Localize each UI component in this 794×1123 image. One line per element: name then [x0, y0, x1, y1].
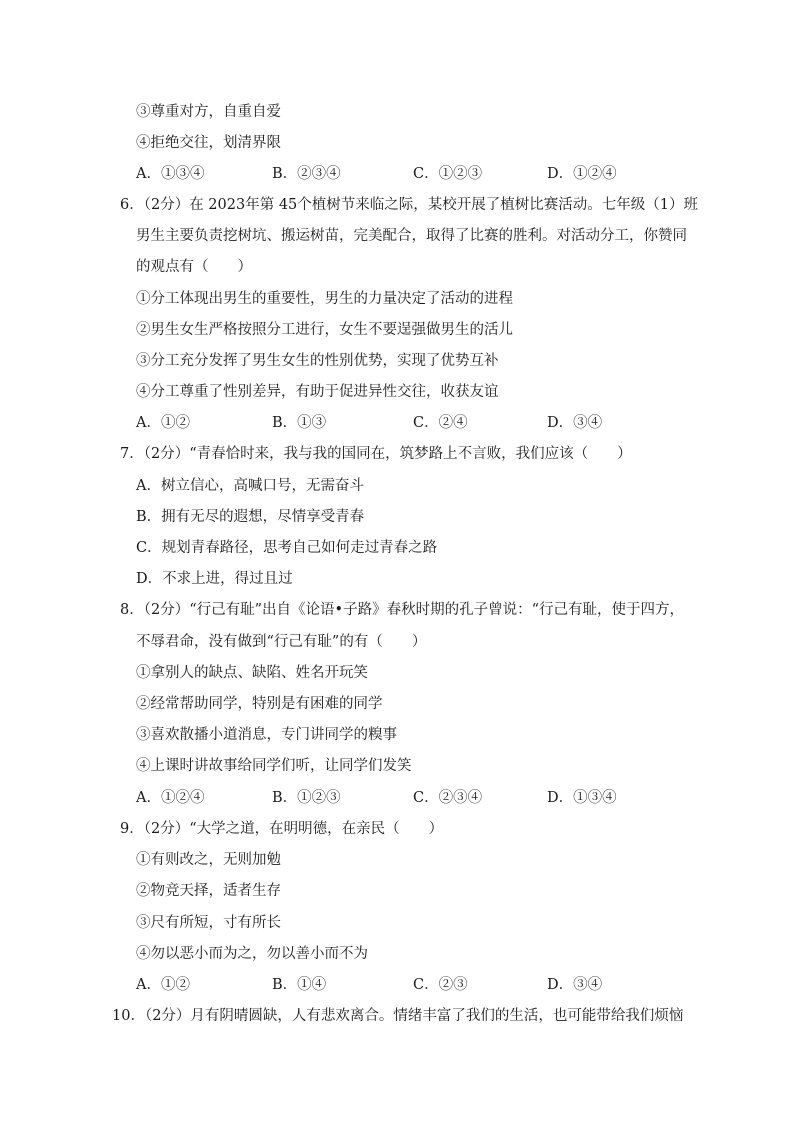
q7-choice-a: A．树立信心，高喊口号，无需奋斗 [136, 478, 364, 494]
q6-option-d: D．③④ [547, 415, 603, 431]
q7-choice-d: D．不求上进，得过且过 [136, 571, 293, 587]
q8-stem-line-2: 不辱君命，没有做到“行己有耻”的有（ ） [136, 634, 427, 650]
q7-choice-c: C．规划青春路径，思考自己如何走过青春之路 [136, 540, 438, 556]
q6-item-3: ③分工充分发挥了男生女生的性别优势，实现了优势互补 [136, 353, 499, 369]
q9-item-1: ①有则改之，无则加勉 [136, 852, 281, 868]
q9-option-b: B．①④ [272, 977, 327, 993]
q10-stem-line-1: 10．（2分）月有阴晴圆缺，人有悲欢离合。情绪丰富了我们的生活，也可能带给我们烦恼 [112, 1008, 684, 1024]
q8-option-a: A．①②④ [136, 790, 205, 806]
q8-stem-line-1: 8．（2分）“行己有耻”出自《论语•子路》春秋时期的孔子曾说：“行己有耻，使于四方， [120, 602, 684, 618]
q8-option-b: B．①②③ [272, 790, 341, 806]
q5-item-4: ④拒绝交往，划清界限 [136, 135, 281, 151]
q7-choice-b: B．拥有无尽的遐想，尽情享受青春 [136, 509, 365, 525]
q8-item-2: ②经常帮助同学，特别是有困难的同学 [136, 696, 383, 712]
q6-option-b: B．①③ [272, 415, 327, 431]
q8-option-d: D．①③④ [547, 790, 617, 806]
q8-option-c: C．②③④ [413, 790, 483, 806]
q7-stem-line-1: 7．（2分）“青春恰时来，我与我的国同在，筑梦路上不言败，我们应该（ ） [120, 446, 632, 462]
q5-item-3: ③尊重对方，自重自爱 [136, 104, 281, 120]
q9-item-3: ③尺有所短，寸有所长 [136, 915, 281, 931]
q6-option-c: C．②④ [413, 415, 468, 431]
q6-stem-line-1: 6．（2分）在 2023年第 45个植树节来临之际，某校开展了植树比赛活动。七年级（1）班 [120, 197, 698, 213]
q8-item-1: ①拿别人的缺点、缺陷、姓名开玩笑 [136, 665, 368, 681]
q5-option-b: B．②③④ [272, 166, 341, 182]
q6-stem-line-2: 男生主要负责挖树坑、搬运树苗，完美配合，取得了比赛的胜利。对活动分工，你赞同 [136, 228, 687, 244]
q5-option-c: C．①②③ [413, 166, 483, 182]
q5-option-d: D．①②④ [547, 166, 617, 182]
q9-item-4: ④勿以恶小而为之，勿以善小而不为 [136, 946, 368, 962]
q9-option-d: D．③④ [547, 977, 603, 993]
q9-option-a: A．①② [136, 977, 190, 993]
q6-item-2: ②男生女生严格按照分工进行，女生不要逞强做男生的活儿 [136, 322, 513, 338]
q6-stem-line-3: 的观点有（ ） [136, 259, 252, 275]
q9-option-c: C．②③ [413, 977, 468, 993]
q8-item-4: ④上课时讲故事给同学们听，让同学们发笑 [136, 758, 412, 774]
q9-stem-line-1: 9．（2分）“大学之道，在明明德，在亲民（ ） [120, 821, 444, 837]
q5-option-a: A．①③④ [136, 166, 205, 182]
q6-item-1: ①分工体现出男生的重要性，男生的力量决定了活动的进程 [136, 291, 513, 307]
q8-item-3: ③喜欢散播小道消息，专门讲同学的糗事 [136, 727, 397, 743]
q6-item-4: ④分工尊重了性别差异，有助于促进异性交往，收获友谊 [136, 384, 499, 400]
q6-option-a: A．①② [136, 415, 190, 431]
q9-item-2: ②物竞天择，适者生存 [136, 883, 281, 899]
